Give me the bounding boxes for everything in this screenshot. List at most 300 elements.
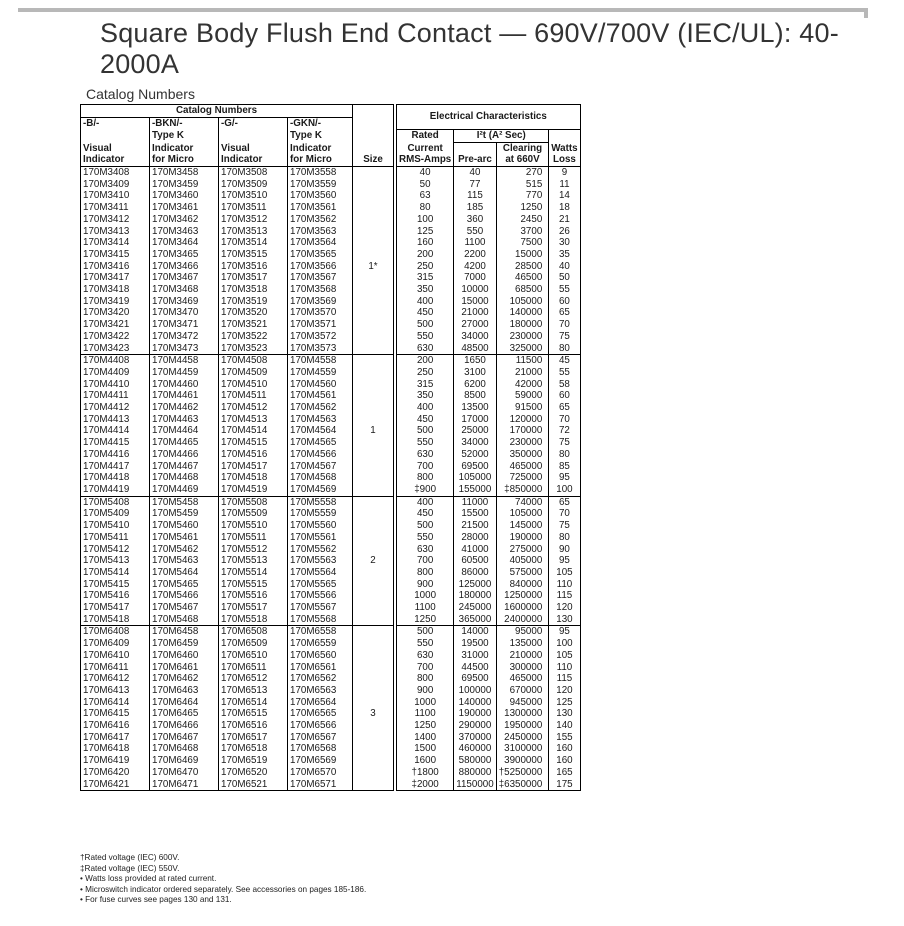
rated-current-cell: 630	[397, 650, 454, 662]
watts-loss-cell: 50	[549, 272, 580, 284]
catalog-bkn-cell: 170M5459	[150, 508, 219, 520]
rated-current-cell: 63	[397, 190, 454, 202]
catalog-b-cell: 170M4412	[81, 402, 150, 414]
col-clearing-line1: Clearing	[496, 142, 549, 154]
catalog-g-cell: 170M5510	[219, 520, 288, 532]
rated-current-cell: 550	[397, 437, 454, 449]
col-g-line4: Indicator	[219, 154, 288, 166]
size-cell	[353, 284, 394, 296]
rated-current-cell: 1250	[397, 614, 454, 626]
rated-current-cell: 400	[397, 402, 454, 414]
table-row	[81, 449, 581, 461]
catalog-bkn-cell: 170M3471	[150, 319, 219, 331]
clearing-cell: 270	[496, 167, 549, 179]
catalog-gkn-cell: 170M3559	[288, 179, 353, 191]
table-row	[81, 307, 581, 319]
catalog-bkn-cell: 170M4460	[150, 379, 219, 391]
catalog-g-cell: 170M4519	[219, 484, 288, 496]
table-row	[81, 331, 581, 343]
table-row	[81, 425, 581, 437]
catalog-g-cell: 170M3512	[219, 214, 288, 226]
table-row	[81, 261, 581, 273]
catalog-bkn-cell: 170M5463	[150, 555, 219, 567]
catalog-g-cell: 170M6516	[219, 720, 288, 732]
catalog-bkn-cell: 170M3461	[150, 202, 219, 214]
catalog-bkn-cell: 170M6468	[150, 743, 219, 755]
watts-loss-cell: 65	[549, 402, 580, 414]
clearing-cell: 1300000	[496, 708, 549, 720]
prearc-cell: 6200	[454, 379, 496, 391]
catalog-b-cell: 170M3416	[81, 261, 150, 273]
catalog-b-cell: 170M5416	[81, 590, 150, 602]
clearing-cell: 105000	[496, 296, 549, 308]
catalog-bkn-cell: 170M3473	[150, 343, 219, 355]
watts-loss-cell: 75	[549, 437, 580, 449]
catalog-b-cell: 170M4408	[81, 355, 150, 367]
clearing-cell: 105000	[496, 508, 549, 520]
rated-current-cell: ‡900	[397, 484, 454, 496]
catalog-bkn-cell: 170M3468	[150, 284, 219, 296]
catalog-b-cell: 170M3414	[81, 237, 150, 249]
watts-loss-cell: 18	[549, 202, 580, 214]
rated-current-cell: 550	[397, 638, 454, 650]
prearc-cell: 8500	[454, 390, 496, 402]
catalog-bkn-cell: 170M6469	[150, 755, 219, 767]
catalog-g-cell: 170M3522	[219, 331, 288, 343]
catalog-bkn-cell: 170M4465	[150, 437, 219, 449]
catalog-g-cell: 170M3517	[219, 272, 288, 284]
catalog-g-cell: 170M5518	[219, 614, 288, 626]
col-g-line1: -G/-	[219, 117, 288, 129]
catalog-bkn-cell: 170M4467	[150, 461, 219, 473]
catalog-gkn-cell: 170M4560	[288, 379, 353, 391]
watts-loss-cell: 9	[549, 167, 580, 179]
catalog-bkn-cell: 170M4459	[150, 367, 219, 379]
table-row	[81, 461, 581, 473]
catalog-gkn-cell: 170M3564	[288, 237, 353, 249]
catalog-g-cell: 170M3518	[219, 284, 288, 296]
clearing-cell: 230000	[496, 437, 549, 449]
footnote-iec-600v: †Rated voltage (IEC) 600V.	[80, 853, 180, 862]
size-cell	[353, 343, 394, 355]
catalog-b-cell: 170M4414	[81, 425, 150, 437]
catalog-b-cell: 170M4409	[81, 367, 150, 379]
rated-current-cell: 1100	[397, 708, 454, 720]
table-row	[81, 590, 581, 602]
watts-loss-cell: 165	[549, 767, 580, 779]
prearc-cell: 185	[454, 202, 496, 214]
rated-current-cell: 900	[397, 579, 454, 591]
rated-current-cell: 160	[397, 237, 454, 249]
catalog-gkn-cell: 170M4567	[288, 461, 353, 473]
rated-current-cell: 1600	[397, 755, 454, 767]
watts-loss-cell: 115	[549, 590, 580, 602]
size-cell	[353, 414, 394, 426]
prearc-cell: 69500	[454, 461, 496, 473]
prearc-cell: 115	[454, 190, 496, 202]
table-row	[81, 214, 581, 226]
size-cell	[353, 437, 394, 449]
size-cell	[353, 626, 394, 638]
clearing-cell: 1250	[496, 202, 549, 214]
clearing-cell: ‡6350000	[496, 779, 549, 791]
prearc-cell: 7000	[454, 272, 496, 284]
rated-current-cell: 125	[397, 226, 454, 238]
col-rated-line3: RMS-Amps	[397, 154, 454, 166]
rated-current-cell: 250	[397, 261, 454, 273]
catalog-gkn-cell: 170M3567	[288, 272, 353, 284]
rated-current-cell: 1500	[397, 743, 454, 755]
size-cell	[353, 461, 394, 473]
rated-current-cell: 450	[397, 307, 454, 319]
col-gkn-line1: -GKN/-	[288, 117, 353, 129]
size-cell	[353, 755, 394, 767]
watts-loss-cell: 140	[549, 720, 580, 732]
clearing-cell: 1950000	[496, 720, 549, 732]
catalog-b-cell: 170M5408	[81, 496, 150, 508]
catalog-b-cell: 170M4417	[81, 461, 150, 473]
catalog-bkn-cell: 170M3460	[150, 190, 219, 202]
catalog-b-cell: 170M6411	[81, 662, 150, 674]
clearing-cell: 2450	[496, 214, 549, 226]
catalog-b-cell: 170M3415	[81, 249, 150, 261]
catalog-gkn-cell: 170M3568	[288, 284, 353, 296]
prearc-cell: 1650	[454, 355, 496, 367]
watts-loss-cell: 105	[549, 650, 580, 662]
clearing-cell: 405000	[496, 555, 549, 567]
clearing-cell: 120000	[496, 414, 549, 426]
catalog-g-cell: 170M5517	[219, 602, 288, 614]
table-row	[81, 697, 581, 709]
catalog-gkn-cell: 170M3573	[288, 343, 353, 355]
clearing-cell: 300000	[496, 662, 549, 674]
catalog-gkn-cell: 170M5562	[288, 544, 353, 556]
rated-current-cell: 315	[397, 272, 454, 284]
col-bkn-line4: for Micro	[150, 154, 219, 166]
clearing-cell: 59000	[496, 390, 549, 402]
catalog-g-cell: 170M3515	[219, 249, 288, 261]
prearc-cell: 3100	[454, 367, 496, 379]
watts-loss-cell: 65	[549, 307, 580, 319]
catalog-gkn-cell: 170M6563	[288, 685, 353, 697]
catalog-gkn-cell: 170M6571	[288, 779, 353, 791]
prearc-cell: 245000	[454, 602, 496, 614]
col-bkn-line1: -BKN/-	[150, 117, 219, 129]
size-cell	[353, 272, 394, 284]
catalog-g-cell: 170M3516	[219, 261, 288, 273]
footnote-microswitch: • Microswitch indicator ordered separately. See accessories on pages 185-186.	[80, 884, 367, 894]
size-cell	[353, 484, 394, 496]
prearc-cell: 40	[454, 167, 496, 179]
catalog-bkn-cell: 170M6470	[150, 767, 219, 779]
catalog-b-cell: 170M5414	[81, 567, 150, 579]
size-cell	[353, 779, 394, 791]
catalog-b-cell: 170M5409	[81, 508, 150, 520]
catalog-g-cell: 170M4508	[219, 355, 288, 367]
catalog-bkn-cell: 170M6471	[150, 779, 219, 791]
prearc-cell: 60500	[454, 555, 496, 567]
catalog-bkn-cell: 170M5461	[150, 532, 219, 544]
catalog-b-cell: 170M3412	[81, 214, 150, 226]
col-prearc-header: Pre-arc	[454, 154, 496, 166]
rated-current-cell: 200	[397, 249, 454, 261]
catalog-b-cell: 170M5410	[81, 520, 150, 532]
col-bkn-line2: Type K	[150, 129, 219, 142]
catalog-b-cell: 170M3409	[81, 179, 150, 191]
catalog-g-cell: 170M4512	[219, 402, 288, 414]
size-cell	[353, 532, 394, 544]
catalog-g-cell: 170M6510	[219, 650, 288, 662]
table-row	[81, 743, 581, 755]
catalog-g-cell: 170M6518	[219, 743, 288, 755]
table-row	[81, 614, 581, 626]
size-cell	[353, 390, 394, 402]
catalog-g-cell: 170M6513	[219, 685, 288, 697]
rated-current-cell: ‡2000	[397, 779, 454, 791]
rated-current-cell: 80	[397, 202, 454, 214]
table-row	[81, 779, 581, 791]
rated-current-cell: 700	[397, 461, 454, 473]
table-row	[81, 202, 581, 214]
catalog-bkn-cell: 170M6462	[150, 673, 219, 685]
catalog-gkn-cell: 170M5568	[288, 614, 353, 626]
col-gkn-line4: for Micro	[288, 154, 353, 166]
catalog-gkn-cell: 170M4565	[288, 437, 353, 449]
clearing-cell: 350000	[496, 449, 549, 461]
table-row	[81, 662, 581, 674]
table-row	[81, 272, 581, 284]
catalog-g-cell: 170M6515	[219, 708, 288, 720]
rated-current-cell: 630	[397, 449, 454, 461]
catalog-b-cell: 170M6409	[81, 638, 150, 650]
watts-loss-cell: 95	[549, 555, 580, 567]
size-cell	[353, 319, 394, 331]
catalog-g-cell: 170M4515	[219, 437, 288, 449]
clearing-cell: 180000	[496, 319, 549, 331]
table-row	[81, 555, 581, 567]
catalog-bkn-cell: 170M5468	[150, 614, 219, 626]
clearing-cell: 145000	[496, 520, 549, 532]
section-subtitle: Catalog Numbers	[86, 86, 195, 102]
catalog-gkn-cell: 170M3566	[288, 261, 353, 273]
size-cell	[353, 767, 394, 779]
watts-loss-cell: 75	[549, 520, 580, 532]
col-rated-line1: Rated	[397, 129, 454, 142]
table-row	[81, 319, 581, 331]
watts-loss-cell: 70	[549, 508, 580, 520]
rated-current-cell: 450	[397, 508, 454, 520]
table-row	[81, 402, 581, 414]
watts-loss-cell: 155	[549, 732, 580, 744]
watts-loss-cell: 70	[549, 414, 580, 426]
catalog-table-body	[81, 167, 581, 791]
catalog-bkn-cell: 170M3459	[150, 179, 219, 191]
prearc-cell: 44500	[454, 662, 496, 674]
prearc-cell: 17000	[454, 414, 496, 426]
watts-loss-cell: 100	[549, 638, 580, 650]
catalog-bkn-cell: 170M3465	[150, 249, 219, 261]
watts-loss-cell: 60	[549, 390, 580, 402]
rated-current-cell: 630	[397, 343, 454, 355]
page-title: Square Body Flush End Contact — 690V/700V (IEC/UL): 40-2000A	[100, 18, 839, 79]
prearc-cell: 1150000	[454, 779, 496, 791]
prearc-cell: 11000	[454, 496, 496, 508]
rated-current-cell: 1000	[397, 697, 454, 709]
size-cell: 2	[353, 555, 394, 567]
col-b-line2	[81, 129, 150, 142]
catalog-bkn-cell: 170M6466	[150, 720, 219, 732]
prearc-cell: 550	[454, 226, 496, 238]
size-cell	[353, 296, 394, 308]
size-cell	[353, 237, 394, 249]
clearing-cell: 74000	[496, 496, 549, 508]
prearc-cell: 25000	[454, 425, 496, 437]
catalog-gkn-cell: 170M6558	[288, 626, 353, 638]
rated-current-cell: 550	[397, 532, 454, 544]
size-cell	[353, 720, 394, 732]
watts-loss-cell: 80	[549, 532, 580, 544]
clearing-cell: 91500	[496, 402, 549, 414]
watts-loss-cell: 70	[549, 319, 580, 331]
prearc-cell: 21500	[454, 520, 496, 532]
catalog-g-cell: 170M5511	[219, 532, 288, 544]
catalog-g-cell: 170M6512	[219, 673, 288, 685]
catalog-gkn-cell: 170M6567	[288, 732, 353, 744]
catalog-g-cell: 170M3521	[219, 319, 288, 331]
catalog-g-cell: 170M4510	[219, 379, 288, 391]
catalog-gkn-cell: 170M6559	[288, 638, 353, 650]
rated-current-cell: †1800	[397, 767, 454, 779]
catalog-gkn-cell: 170M5559	[288, 508, 353, 520]
size-cell	[353, 544, 394, 556]
size-cell	[353, 226, 394, 238]
size-cell	[353, 685, 394, 697]
catalog-bkn-cell: 170M6459	[150, 638, 219, 650]
size-cell	[353, 167, 394, 179]
clearing-cell: 465000	[496, 461, 549, 473]
prearc-cell: 15500	[454, 508, 496, 520]
catalog-bkn-cell: 170M6464	[150, 697, 219, 709]
watts-loss-cell: 21	[549, 214, 580, 226]
clearing-cell: 190000	[496, 532, 549, 544]
rated-current-cell: 400	[397, 496, 454, 508]
clearing-cell: 1250000	[496, 590, 549, 602]
catalog-b-cell: 170M4415	[81, 437, 150, 449]
catalog-g-cell: 170M3511	[219, 202, 288, 214]
catalog-gkn-cell: 170M4566	[288, 449, 353, 461]
electrical-characteristics-group-header: Electrical Characteristics	[397, 105, 581, 130]
table-row	[81, 343, 581, 355]
catalog-b-cell: 170M6408	[81, 626, 150, 638]
table-row	[81, 179, 581, 191]
catalog-b-cell: 170M4416	[81, 449, 150, 461]
rated-current-cell: 100	[397, 214, 454, 226]
catalog-gkn-cell: 170M3560	[288, 190, 353, 202]
size-cell	[353, 638, 394, 650]
watts-loss-cell: 11	[549, 179, 580, 191]
table-row	[81, 414, 581, 426]
catalog-bkn-cell: 170M4458	[150, 355, 219, 367]
top-rule-tick	[864, 8, 868, 18]
prearc-cell: 77	[454, 179, 496, 191]
clearing-cell: 7500	[496, 237, 549, 249]
catalog-bkn-cell: 170M4461	[150, 390, 219, 402]
catalog-b-cell: 170M5411	[81, 532, 150, 544]
size-cell	[353, 673, 394, 685]
watts-loss-cell: 120	[549, 602, 580, 614]
watts-loss-cell: 125	[549, 697, 580, 709]
catalog-gkn-cell: 170M3572	[288, 331, 353, 343]
prearc-cell: 365000	[454, 614, 496, 626]
catalog-g-cell: 170M3508	[219, 167, 288, 179]
catalog-b-cell: 170M3423	[81, 343, 150, 355]
clearing-cell: 725000	[496, 472, 549, 484]
catalog-b-cell: 170M6413	[81, 685, 150, 697]
size-cell	[353, 355, 394, 367]
catalog-g-cell: 170M3523	[219, 343, 288, 355]
watts-loss-cell: 90	[549, 544, 580, 556]
catalog-b-cell: 170M6414	[81, 697, 150, 709]
clearing-cell: 42000	[496, 379, 549, 391]
catalog-gkn-cell: 170M5561	[288, 532, 353, 544]
prearc-cell: 27000	[454, 319, 496, 331]
catalog-bkn-cell: 170M4464	[150, 425, 219, 437]
clearing-cell: 3100000	[496, 743, 549, 755]
size-cell	[353, 496, 394, 508]
rated-current-cell: 700	[397, 555, 454, 567]
size-cell	[353, 179, 394, 191]
catalog-g-cell: 170M5516	[219, 590, 288, 602]
rated-current-cell: 500	[397, 425, 454, 437]
catalog-g-cell: 170M3514	[219, 237, 288, 249]
catalog-bkn-cell: 170M6467	[150, 732, 219, 744]
watts-loss-cell: 80	[549, 343, 580, 355]
clearing-cell: 140000	[496, 307, 549, 319]
watts-loss-cell: 35	[549, 249, 580, 261]
catalog-gkn-cell: 170M5564	[288, 567, 353, 579]
col-watts-line1: Watts	[549, 142, 580, 154]
rated-current-cell: 315	[397, 379, 454, 391]
catalog-bkn-cell: 170M4463	[150, 414, 219, 426]
size-cell	[353, 307, 394, 319]
catalog-g-cell: 170M3520	[219, 307, 288, 319]
size-cell	[353, 697, 394, 709]
catalog-g-cell: 170M5509	[219, 508, 288, 520]
catalog-bkn-cell: 170M5465	[150, 579, 219, 591]
size-cell: 3	[353, 708, 394, 720]
size-cell	[353, 379, 394, 391]
table-row	[81, 496, 581, 508]
catalog-g-cell: 170M5513	[219, 555, 288, 567]
clearing-cell: 1600000	[496, 602, 549, 614]
catalog-b-cell: 170M5417	[81, 602, 150, 614]
catalog-g-cell: 170M6509	[219, 638, 288, 650]
table-row	[81, 532, 581, 544]
catalog-g-cell: 170M3509	[219, 179, 288, 191]
footnote-fuse-curves: • For fuse curves see pages 130 and 131.	[80, 895, 232, 905]
catalog-gkn-cell: 170M5567	[288, 602, 353, 614]
table-row	[81, 237, 581, 249]
rated-current-cell: 1000	[397, 590, 454, 602]
catalog-gkn-cell: 170M6570	[288, 767, 353, 779]
catalog-gkn-cell: 170M3565	[288, 249, 353, 261]
watts-loss-cell: 45	[549, 355, 580, 367]
catalog-gkn-cell: 170M3562	[288, 214, 353, 226]
catalog-bkn-cell: 170M4468	[150, 472, 219, 484]
prearc-cell: 31000	[454, 650, 496, 662]
size-cell	[353, 367, 394, 379]
catalog-gkn-cell: 170M3570	[288, 307, 353, 319]
